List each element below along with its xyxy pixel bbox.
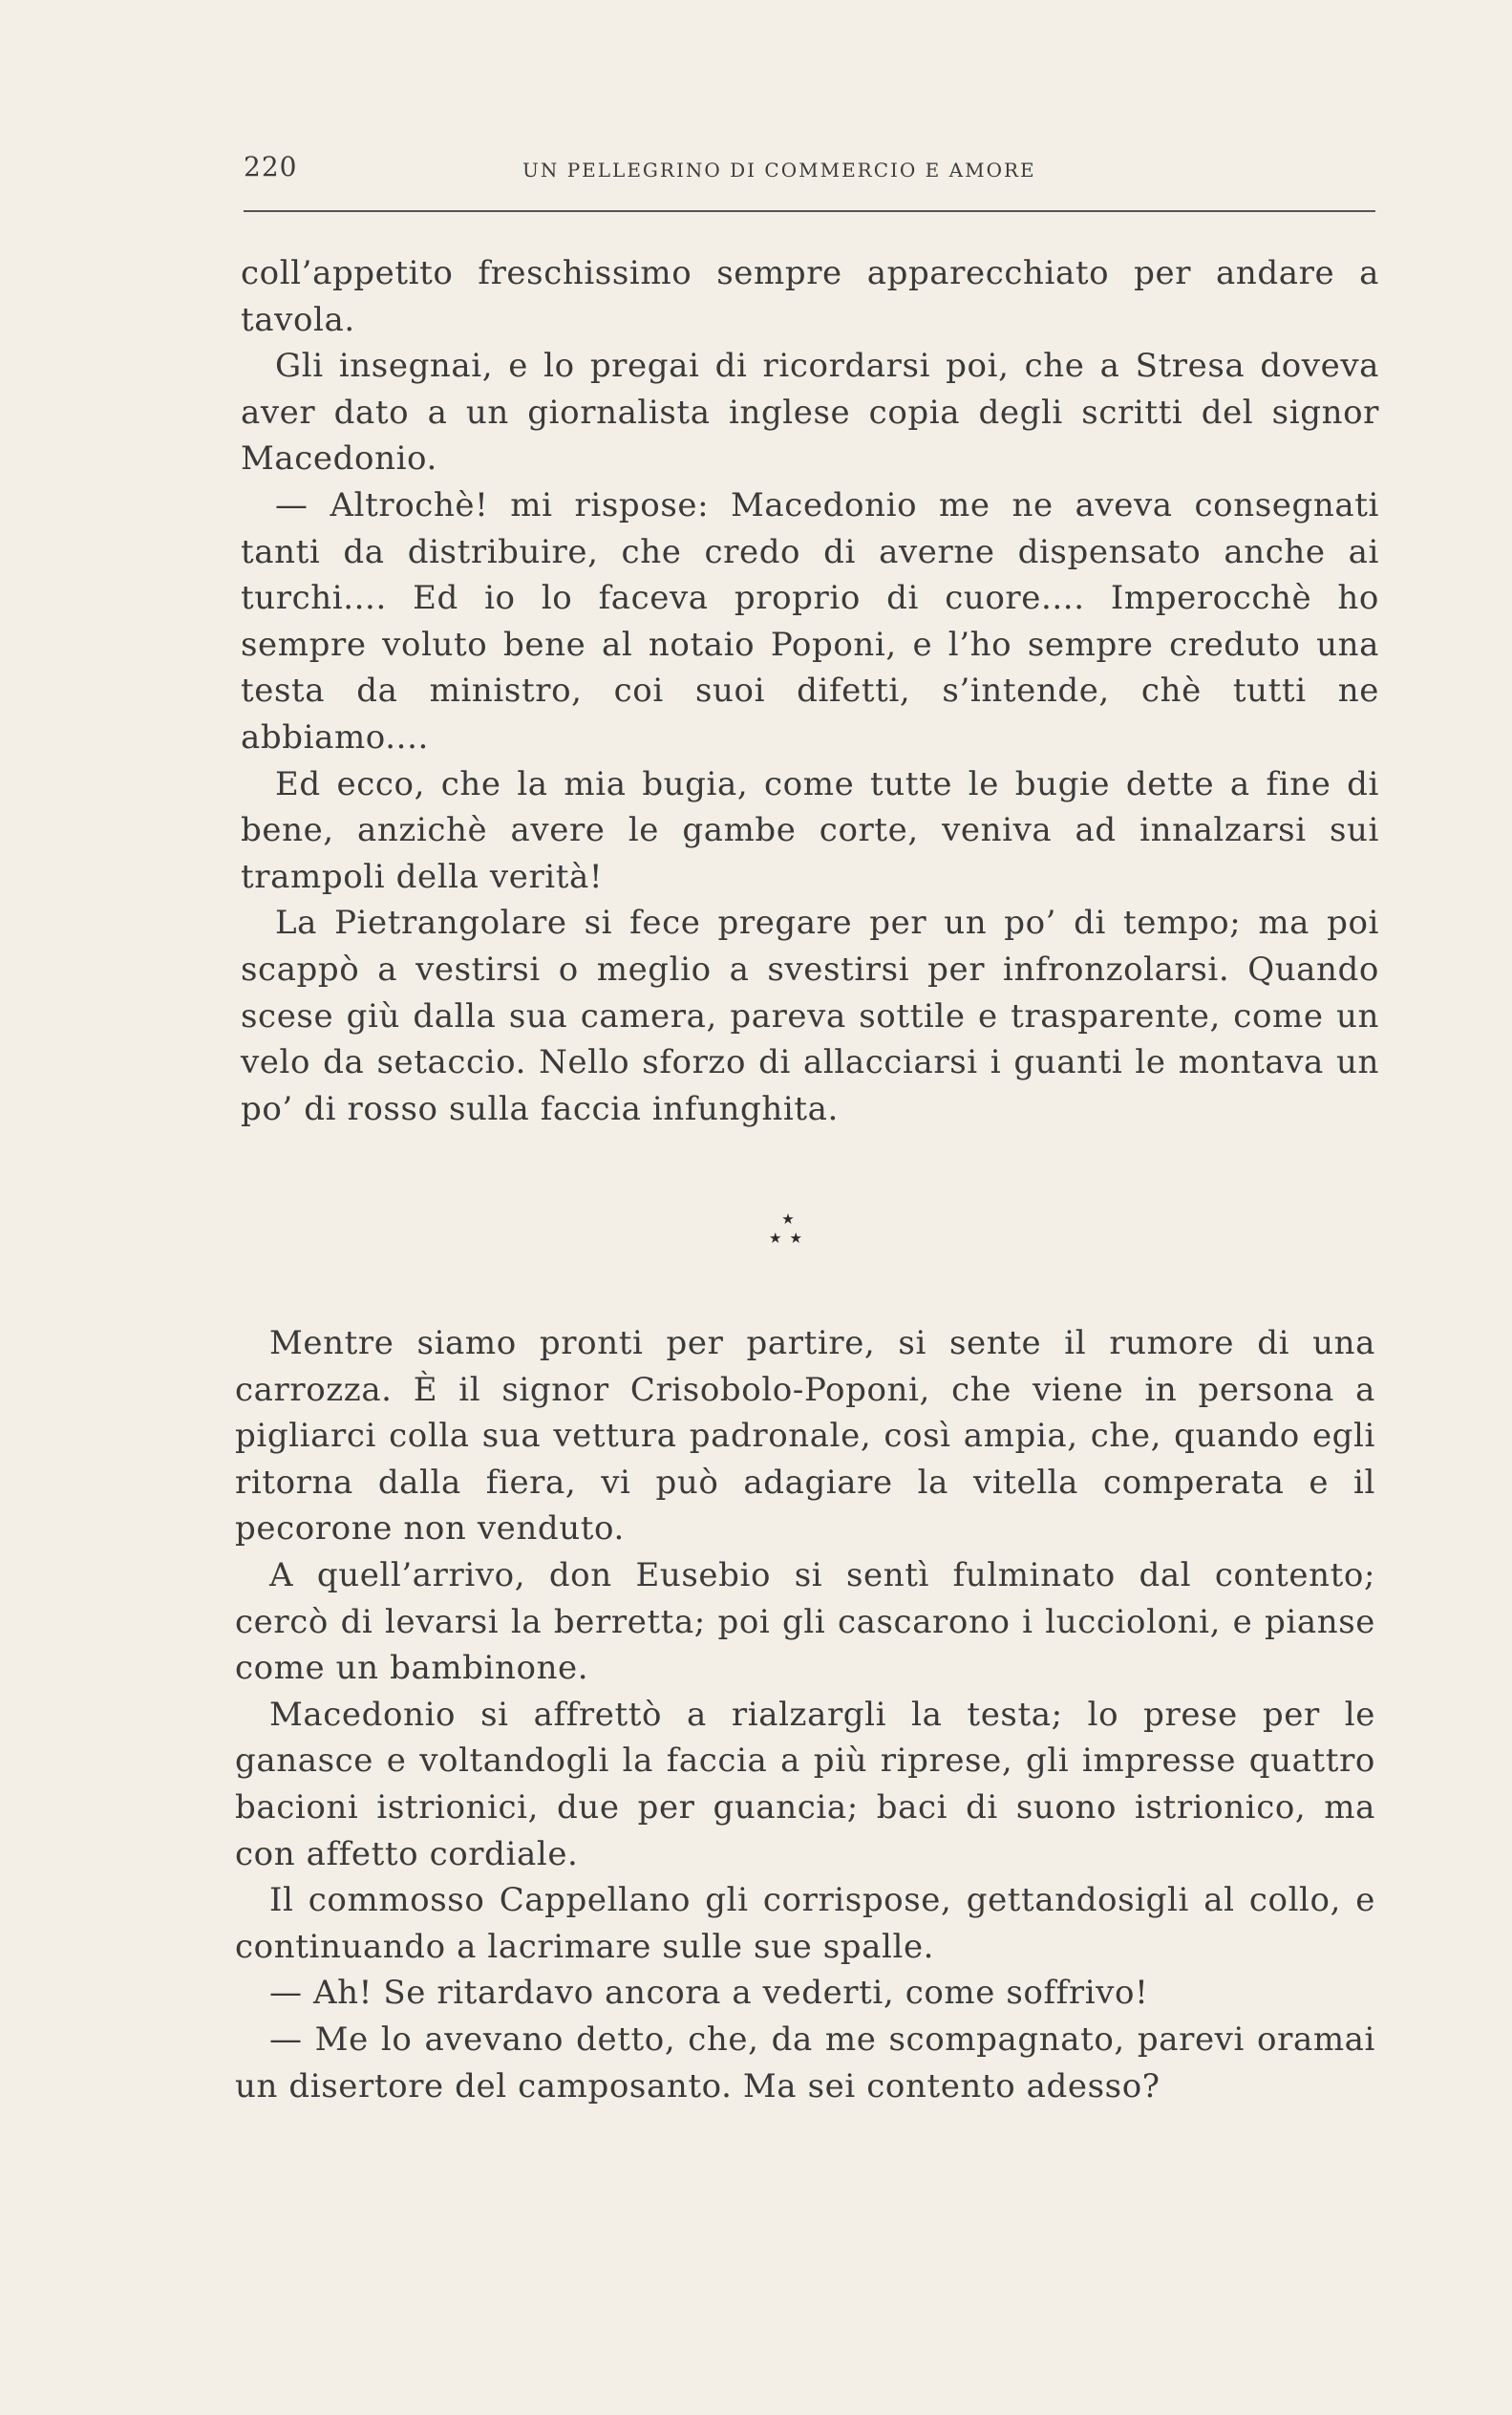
paragraph: Il commosso Cappellano gli corrispose, gettandosigli al collo, e continuando a lacrimare sulle sue spalle. [235, 1881, 1375, 1966]
paragraph: Mentre siamo pronti per partire, si sente il rumore di una carrozza. È il signor Crisobolo-Poponi, che viene in persona a pigliarci colla sua vettura padronale, così ampia, che, quando egli ritorna dalla fiera, vi può adagiare la vitella comperata e il pecorone non venduto. [235, 1324, 1375, 1549]
paragraph: La Pietrangolare si fece pregare per un po’ di tempo; ma poi scappò a vestirsi o meglio a svestirsi per infronzolarsi. Quando scese giù dalla sua camera, pareva sottile e trasparente, come un velo da setaccio. Nello sforzo di allacciarsi i guanti le montava un po’ di rosso sulla faccia infunghita. [241, 904, 1379, 1128]
paragraph: — Ah! Se ritardavo ancora a vederti, come soffrivo! [269, 1974, 1149, 2013]
asterism-bottom-stars: ★★ [769, 1229, 810, 1247]
header-rule [244, 210, 1375, 212]
paragraph: Macedonio si affrettò a rialzargli la testa; lo prese per le ganasce e voltandogli la faccia a più riprese, gli impresse quattro bacioni istrionici, due per guancia; baci di suono istrionico, ma con affetto cordiale. [235, 1695, 1375, 1873]
asterism-top-star: ★ [781, 1210, 795, 1228]
text-section-2 [235, 1320, 1375, 2109]
text-section-1 [241, 250, 1379, 1132]
paragraph: A quell’arrivo, don Eusebio si sentì fulminato dal contento; cercò di levarsi la berretta; poi gli cascarono i luccioloni, e pianse come un bambinone. [235, 1555, 1375, 1688]
paragraph: — Altrochè! mi rispose: Macedonio me ne aveva consegnati tanti da distribuire, che credo di averne dispensato anche ai turchi.... Ed io lo faceva proprio di cuore.... Imperocchè ho sempre voluto bene al notaio Poponi, e l’ho sempre creduto una testa da ministro, coi suoi difetti, s’intende, chè tutti ne abbiamo.... [241, 485, 1379, 757]
running-head: UN PELLEGRINO DI COMMERCIO E AMORE [522, 159, 1036, 182]
section-separator-asterism [769, 1209, 810, 1257]
paragraph: Ed ecco, che la mia bugia, come tutte le bugie dette a fine di bene, anzichè avere le gambe corte, veniva ad innalzarsi sui trampoli della verità! [241, 764, 1379, 896]
page-number: 220 [244, 151, 298, 182]
paragraph: Gli insegnai, e lo pregai di ricordarsi poi, che a Stresa doveva aver dato a un giornalista inglese copia degli scritti del signor Macedonio. [241, 347, 1379, 479]
page-header [244, 151, 1375, 189]
paragraph: — Me lo avevano detto, che, da me scompagnato, parevi oramai un disertore del camposanto. Ma sei contento adesso? [235, 2020, 1375, 2105]
paragraph: coll’appetito freschissimo sempre apparecchiato per andare a tavola. [241, 254, 1379, 339]
